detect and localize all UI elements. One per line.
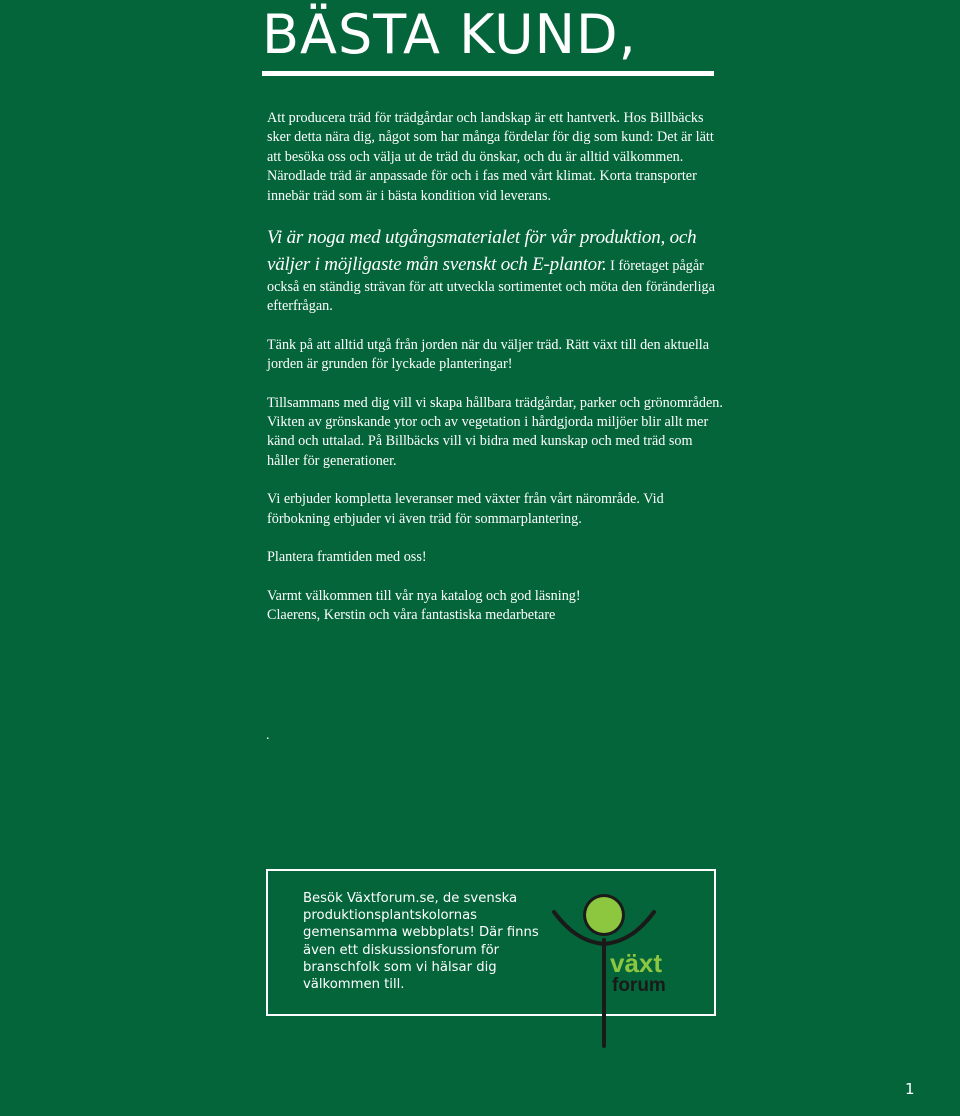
paragraph-material-rest: I företaget pågår också en ständig strävan för att utveckla sortimentet och möta den föränderliga efterfrågan. (267, 258, 715, 315)
paragraph-closing (267, 587, 727, 626)
paragraph-material-lead-line1: Vi är noga med utgångsmaterialet för vår produktion, och (267, 227, 697, 249)
stray-period: . (266, 728, 270, 743)
paragraph-plant-future: Plantera framtiden med oss! (267, 549, 427, 566)
logo-word-vaxt: växt (610, 948, 663, 978)
paragraph-intro: Att producera träd för trädgårdar och landskap är ett hantverk. Hos Billbäcks sker detta nära dig, något som har många fördelar för dig som kund: Det är lätt att besöka oss och välja ut de träd du önskar, och du är alltid välkommen. Närodlade träd är anpassade för och i fas med vårt klimat. Korta transporter innebär träd som är i bästa kondition vid leverans. (267, 110, 714, 204)
page-title: BÄSTA KUND, (262, 3, 637, 66)
paragraph-deliveries: Vi erbjuder kompletta leveranser med växter från vårt närområde. Vid förbokning erbjuder vi även träd för sommarplantering. (267, 491, 664, 527)
closing-signature: Claerens, Kerstin och våra fantastiska medarbetare (267, 606, 556, 623)
logo-word-forum: forum (612, 975, 666, 996)
promo-text: Besök Växtforum.se, de svenska produktionsplantskolornas gemensamma webbplats! Där finns även ett diskussionsforum för branschfolk som vi hälsar dig välkommen till. (303, 891, 539, 993)
paragraph-soil: Tänk på att alltid utgå från jorden när du väljer träd. Rätt växt till den aktuella jorden är grunden för lyckade planteringar! (267, 336, 710, 373)
closing-greeting: Varmt välkommen till vår nya katalog och god läsning! (267, 587, 581, 604)
vaxtforum-logo (551, 890, 681, 1050)
paragraph-together: Tillsammans med dig vill vi skapa hållbara trädgårdar, parker och grönområden. Vikten av grönskande ytor och av vegetation i hårdgjorda miljöer blir allt mer känd och uttalad. På Billbäcks vill vi bidra med kunskap och med träd som håller för generationer. (267, 394, 723, 469)
paragraph-material-lead-line2: väljer i möjligaste mån svenskt och E-plantor. (267, 254, 607, 276)
title-underline (262, 71, 714, 76)
paragraph-material (267, 224, 727, 317)
page-number: 1 (905, 1080, 915, 1098)
letter-body (267, 109, 727, 644)
